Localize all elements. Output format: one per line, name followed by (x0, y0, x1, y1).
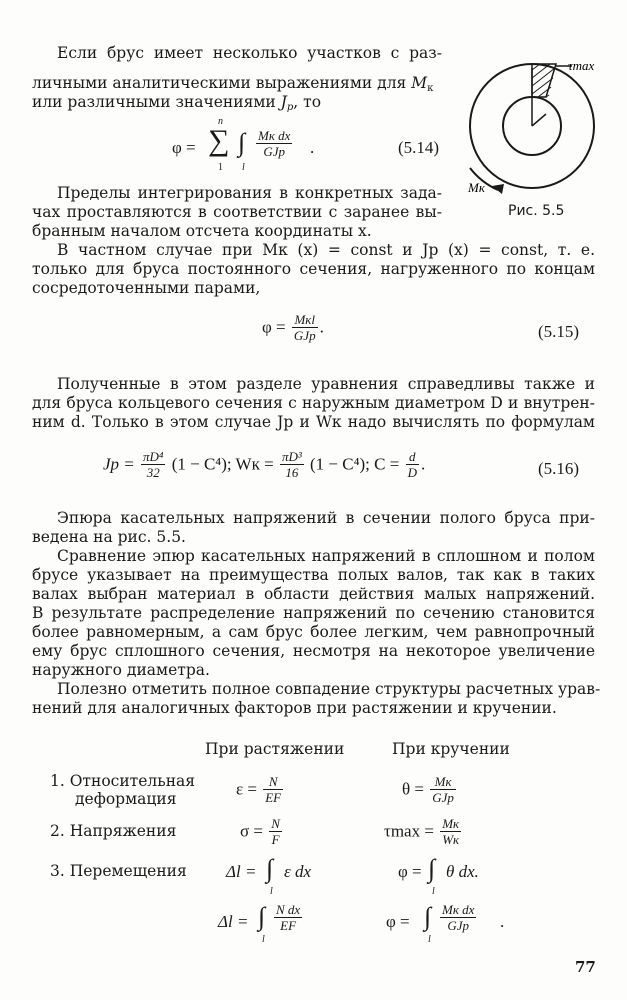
row-3-t-lhs: Δl = (226, 862, 257, 881)
row-3-t-bottom: l (270, 886, 273, 897)
intro-mk-sub: к (427, 83, 434, 94)
eq516-num-2: πD³ (281, 449, 302, 464)
eq514-lhs: φ = (172, 138, 196, 157)
compare-line-3: валах выбран материал в области действия малых напряжений. (32, 585, 595, 603)
row-2-t-frac (269, 816, 282, 847)
eq514-fraction (256, 128, 292, 159)
eq516-den-2: 16 (285, 465, 299, 480)
table-head-tension: При растяжении (205, 740, 345, 758)
row-1-k-num: Mк (430, 774, 456, 790)
eq516-tail: . (420, 454, 426, 474)
row-1-t-lhs: ε = (236, 779, 257, 799)
row-1-t-num: N (263, 774, 283, 790)
ring-line-3: ним d. Только в этом случае Jp и Wк надо вычислять по формулам (32, 413, 595, 431)
row-1-label-line-2: деформация (75, 790, 177, 808)
table-row-3-label: 3. Перемещения (50, 862, 187, 880)
compare-line-2: брусе указывает на преимущества полых валов, так как в таких (32, 566, 595, 584)
row-2-t-den: F (271, 832, 280, 847)
row-4-k-frac (440, 902, 476, 933)
figure-5-5-ring-diagram (462, 40, 612, 215)
eq514-sum-top: n (218, 116, 223, 127)
row-4-t-lhs: Δl = (218, 912, 249, 931)
table-row-1-label (50, 772, 195, 808)
row-1-t-frac (263, 774, 283, 805)
row-1-torsion-formula (402, 774, 458, 805)
eq515-den: GJp (293, 328, 316, 343)
row-3-k-lhs: φ = (398, 862, 422, 881)
compare-line-6: ему брус сплошного сечения, несмотря на некоторое увеличение (32, 642, 595, 660)
special-line-2: только для бруса постоянного сечения, нагруженного по концам (32, 260, 595, 278)
row-4-t-bottom: l (262, 934, 265, 945)
special-line-3: сосредоточенными парами, (32, 279, 261, 297)
row-2-t-num: N (271, 816, 280, 831)
eq515-number: (5.15) (538, 322, 580, 341)
hollow-line-1: Эпюра касательных напряжений в сечении полого бруса при- (57, 509, 595, 527)
row-1-k-lhs: θ = (402, 779, 424, 799)
eq516-num-1: πD⁴ (143, 449, 164, 464)
eq514-number: (5.14) (398, 138, 440, 157)
row-1-t-den: EF (265, 790, 282, 805)
table-head-torsion: При кручении (392, 740, 510, 758)
eq514-num: Mк dx (258, 128, 291, 143)
row-4-t-frac (274, 902, 302, 933)
eq516-den-3: D (407, 465, 417, 480)
special-line-1: В частном случае при Mк (x) = const и Jp (x) = const, т. е. (57, 241, 595, 259)
limits-line-2: чах проставляются в соответствии с заранее вы- (32, 203, 442, 221)
eq514-den: GJp (263, 144, 286, 159)
compare-line-7: наружного диаметра. (32, 661, 210, 679)
row-2-k-lhs: τmax = (384, 821, 434, 841)
row-3-k-body: θ dx. (446, 862, 479, 881)
row-1-k-den: GJp (432, 790, 454, 805)
eq516-frac-2 (280, 449, 304, 480)
compare-line-1: Сравнение эпюр касательных напряжений в сплошном и полом (57, 547, 595, 565)
eq515-num: Mкl (292, 312, 318, 328)
row-2-t-lhs: σ = (240, 821, 264, 841)
limits-line-3: бранным началом отсчета координаты x. (32, 222, 372, 240)
page-number: 77 (575, 958, 596, 976)
eq515-tail: . (319, 317, 324, 337)
row-4-t-num: N dx (276, 902, 301, 917)
row-2-tension-formula (240, 816, 284, 847)
intro-line-1: Если брус имеет несколько участков с раз- (57, 44, 442, 62)
useful-line-2: нений для аналогичных факторов при растяжении и кручении. (32, 699, 557, 717)
intro-line-2-text: личными аналитическими выражениями для (32, 74, 407, 92)
compare-line-4: В результате распределение напряжений по сечению становится (32, 604, 595, 622)
equation-5-16 (103, 449, 425, 480)
useful-line-1: Полезно отметить полное совпадение структуры расчетных урав- (57, 680, 601, 698)
figure-label-tau: τmax (568, 58, 595, 73)
hollow-line-2: ведена на рис. 5.5. (32, 528, 186, 546)
intro-line-3 (32, 93, 321, 117)
intro-jp: J (280, 93, 287, 111)
limits-line-1: Пределы интегрирования в конкретных зада- (57, 184, 442, 202)
eq516-num-3: d (406, 449, 419, 465)
eq516-number: (5.16) (538, 459, 580, 478)
row-4-t-den: EF (280, 918, 297, 933)
row-4-k-bottom: l (428, 934, 431, 945)
row-4-k-lhs: φ = (386, 912, 410, 931)
row-2-k-den: Wк (442, 832, 460, 847)
figure-caption: Рис. 5.5 (508, 203, 565, 219)
intro-line-3-tail: , то (293, 93, 322, 111)
eq514-tail: . (310, 138, 315, 157)
equation-5-15 (262, 312, 324, 343)
row-2-k-frac (440, 816, 461, 847)
row-3-t-body: ε dx (284, 862, 311, 881)
row-3-k-bottom: l (432, 886, 435, 897)
figure-label-mk: Mк (468, 180, 485, 195)
eq514-sum-sign: ∑ (208, 124, 230, 157)
eq516-frac-3 (406, 449, 419, 480)
row-1-label-line-1: 1. Относительная (50, 772, 196, 790)
eq514-sum-bottom: 1 (218, 162, 223, 173)
eq516-mid-1: (1 − C⁴); Wк = (171, 454, 274, 474)
row-1-tension-formula (236, 774, 285, 805)
intro-mk: M (411, 74, 428, 92)
compare-line-5: более равномерным, а сам брус более легким, чем равнопрочный (32, 623, 595, 641)
row-2-k-num: Mк (442, 816, 460, 831)
eq516-den-1: 32 (146, 465, 160, 480)
ring-line-2: для бруса кольцевого сечения с наружным диаметром D и внутрен- (32, 394, 595, 412)
table-row-2-label: 2. Напряжения (50, 822, 177, 840)
row-1-k-frac (430, 774, 456, 805)
eq516-frac-1 (141, 449, 165, 480)
row-4-k-num: Mк dx (442, 902, 475, 917)
row-4-k-den: GJp (447, 918, 470, 933)
eq515-lhs: φ = (262, 317, 286, 337)
eq515-fraction (292, 312, 318, 343)
intro-jp-sub: p (286, 102, 294, 113)
eq514-int-bottom: l (242, 162, 245, 173)
ring-line-1: Полученные в этом разделе уравнения справедливы также и (57, 375, 595, 393)
eq516-mid-2: (1 − C⁴); C = (310, 454, 400, 474)
intro-line-3-text: или различными значениями (32, 93, 276, 111)
row-2-torsion-formula (384, 816, 463, 847)
eq516-jp: Jp = (103, 454, 135, 474)
